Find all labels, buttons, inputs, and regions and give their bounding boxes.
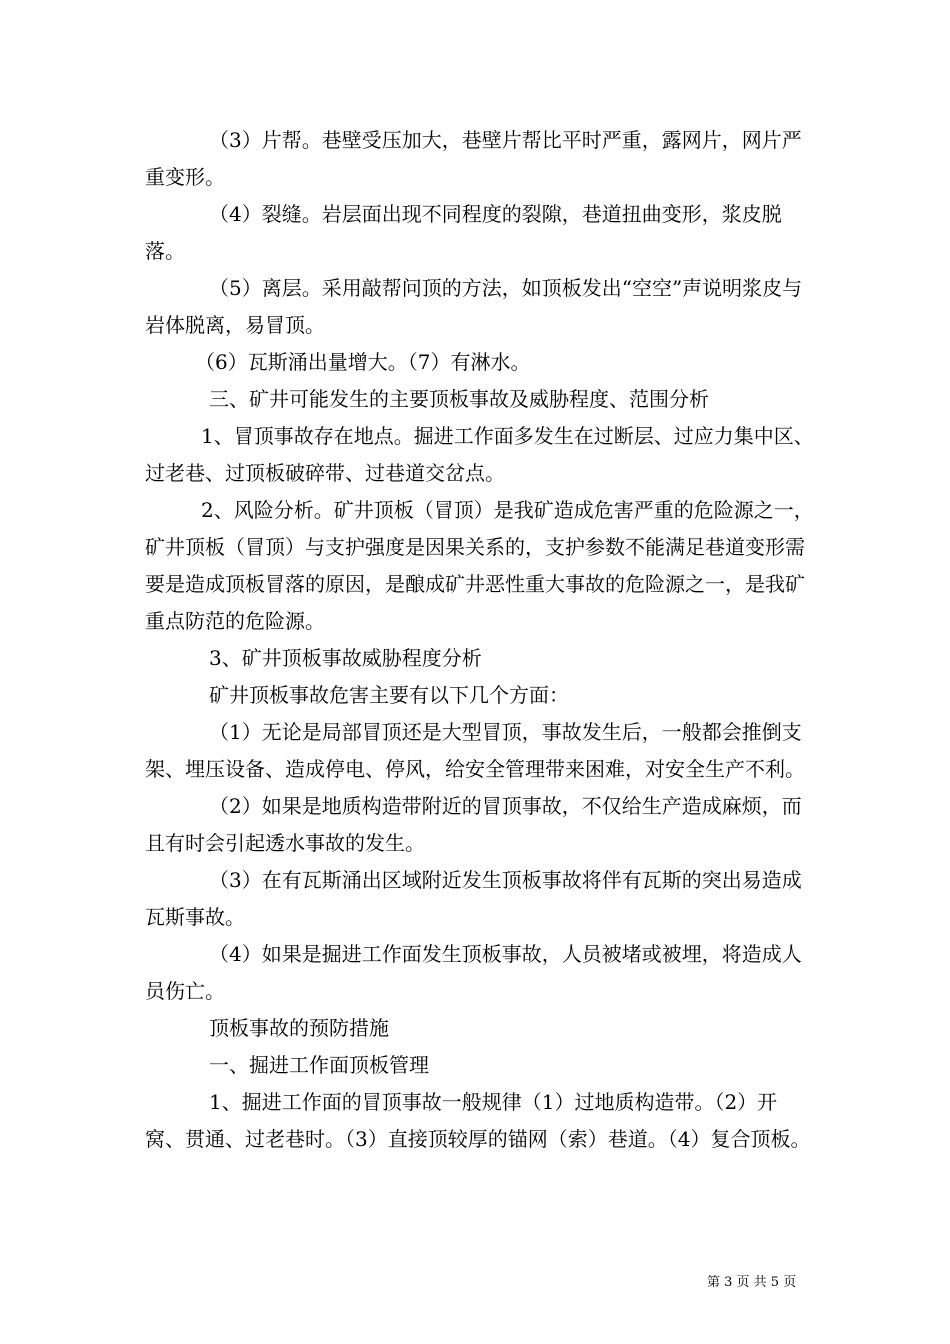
paragraph-cracks: （4）裂缝。岩层面出现不同程度的裂隙，巷道扭曲变形，浆皮脱落。	[145, 202, 782, 263]
paragraph-gas-and-water: （6）瓦斯涌出量增大。（7）有淋水。	[195, 350, 531, 374]
document-body	[145, 122, 815, 1158]
heading-prevention-measures: 顶板事故的预防措施	[209, 1016, 389, 1040]
paragraph-hazard-1: （1）无论是局部冒顶还是大型冒顶，事故发生后，一般都会推倒支架、埋压设备、造成停电、停风，给安全管理带来困难，对安全生产不利。	[145, 720, 805, 781]
section-heading-three: 三、矿井可能发生的主要顶板事故及威胁程度、范围分析	[209, 387, 709, 411]
paragraph-separation: （5）离层。采用敲帮问顶的方法，如顶板发出“空空”声说明浆皮与岩体脱离，易冒顶。	[145, 276, 803, 337]
paragraph-general-rules: 1、掘进工作面的冒顶事故一般规律（1）过地质构造带。（2）开窝、贯通、过老巷时。（3）直接顶较厚的锚网（索）巷道。（4）复合顶板。	[145, 1090, 811, 1151]
paragraph-hazard-intro: 矿井顶板事故危害主要有以下几个方面：	[209, 683, 569, 707]
paragraph-rib-spalling: （3）片帮。巷壁受压加大，巷壁片帮比平时严重，露网片，网片严重变形。	[145, 128, 802, 189]
paragraph-hazard-4: （4）如果是掘进工作面发生顶板事故，人员被堵或被埋，将造成人员伤亡。	[145, 942, 802, 1003]
paragraph-hazard-3: （3）在有瓦斯涌出区域附近发生顶板事故将伴有瓦斯的突出易造成瓦斯事故。	[145, 868, 802, 929]
page-number-footer: 第 3 页 共 5 页	[707, 1275, 797, 1290]
subheading-threat-analysis: 3、矿井顶板事故威胁程度分析	[209, 646, 482, 670]
paragraph-roof-fall-locations: 1、冒顶事故存在地点。掘进工作面多发生在过断层、过应力集中区、过老巷、过顶板破碎带、过巷道交岔点。	[145, 424, 814, 485]
section-heading-one: 一、掘进工作面顶板管理	[209, 1053, 429, 1077]
paragraph-hazard-2: （2）如果是地质构造带附近的冒顶事故，不仅给生产造成麻烦，而且有时会引起透水事故的发生。	[145, 794, 802, 855]
paragraph-risk-analysis: 2、风险分析。矿井顶板（冒顶）是我矿造成危害严重的危险源之一，矿井顶板（冒顶）与支护强度是因果关系的，支护参数不能满足巷道变形需要是造成顶板冒落的原因，是酿成矿井恶性重大事故的危险源之一，是我矿重点防范的危险源。	[145, 498, 814, 633]
